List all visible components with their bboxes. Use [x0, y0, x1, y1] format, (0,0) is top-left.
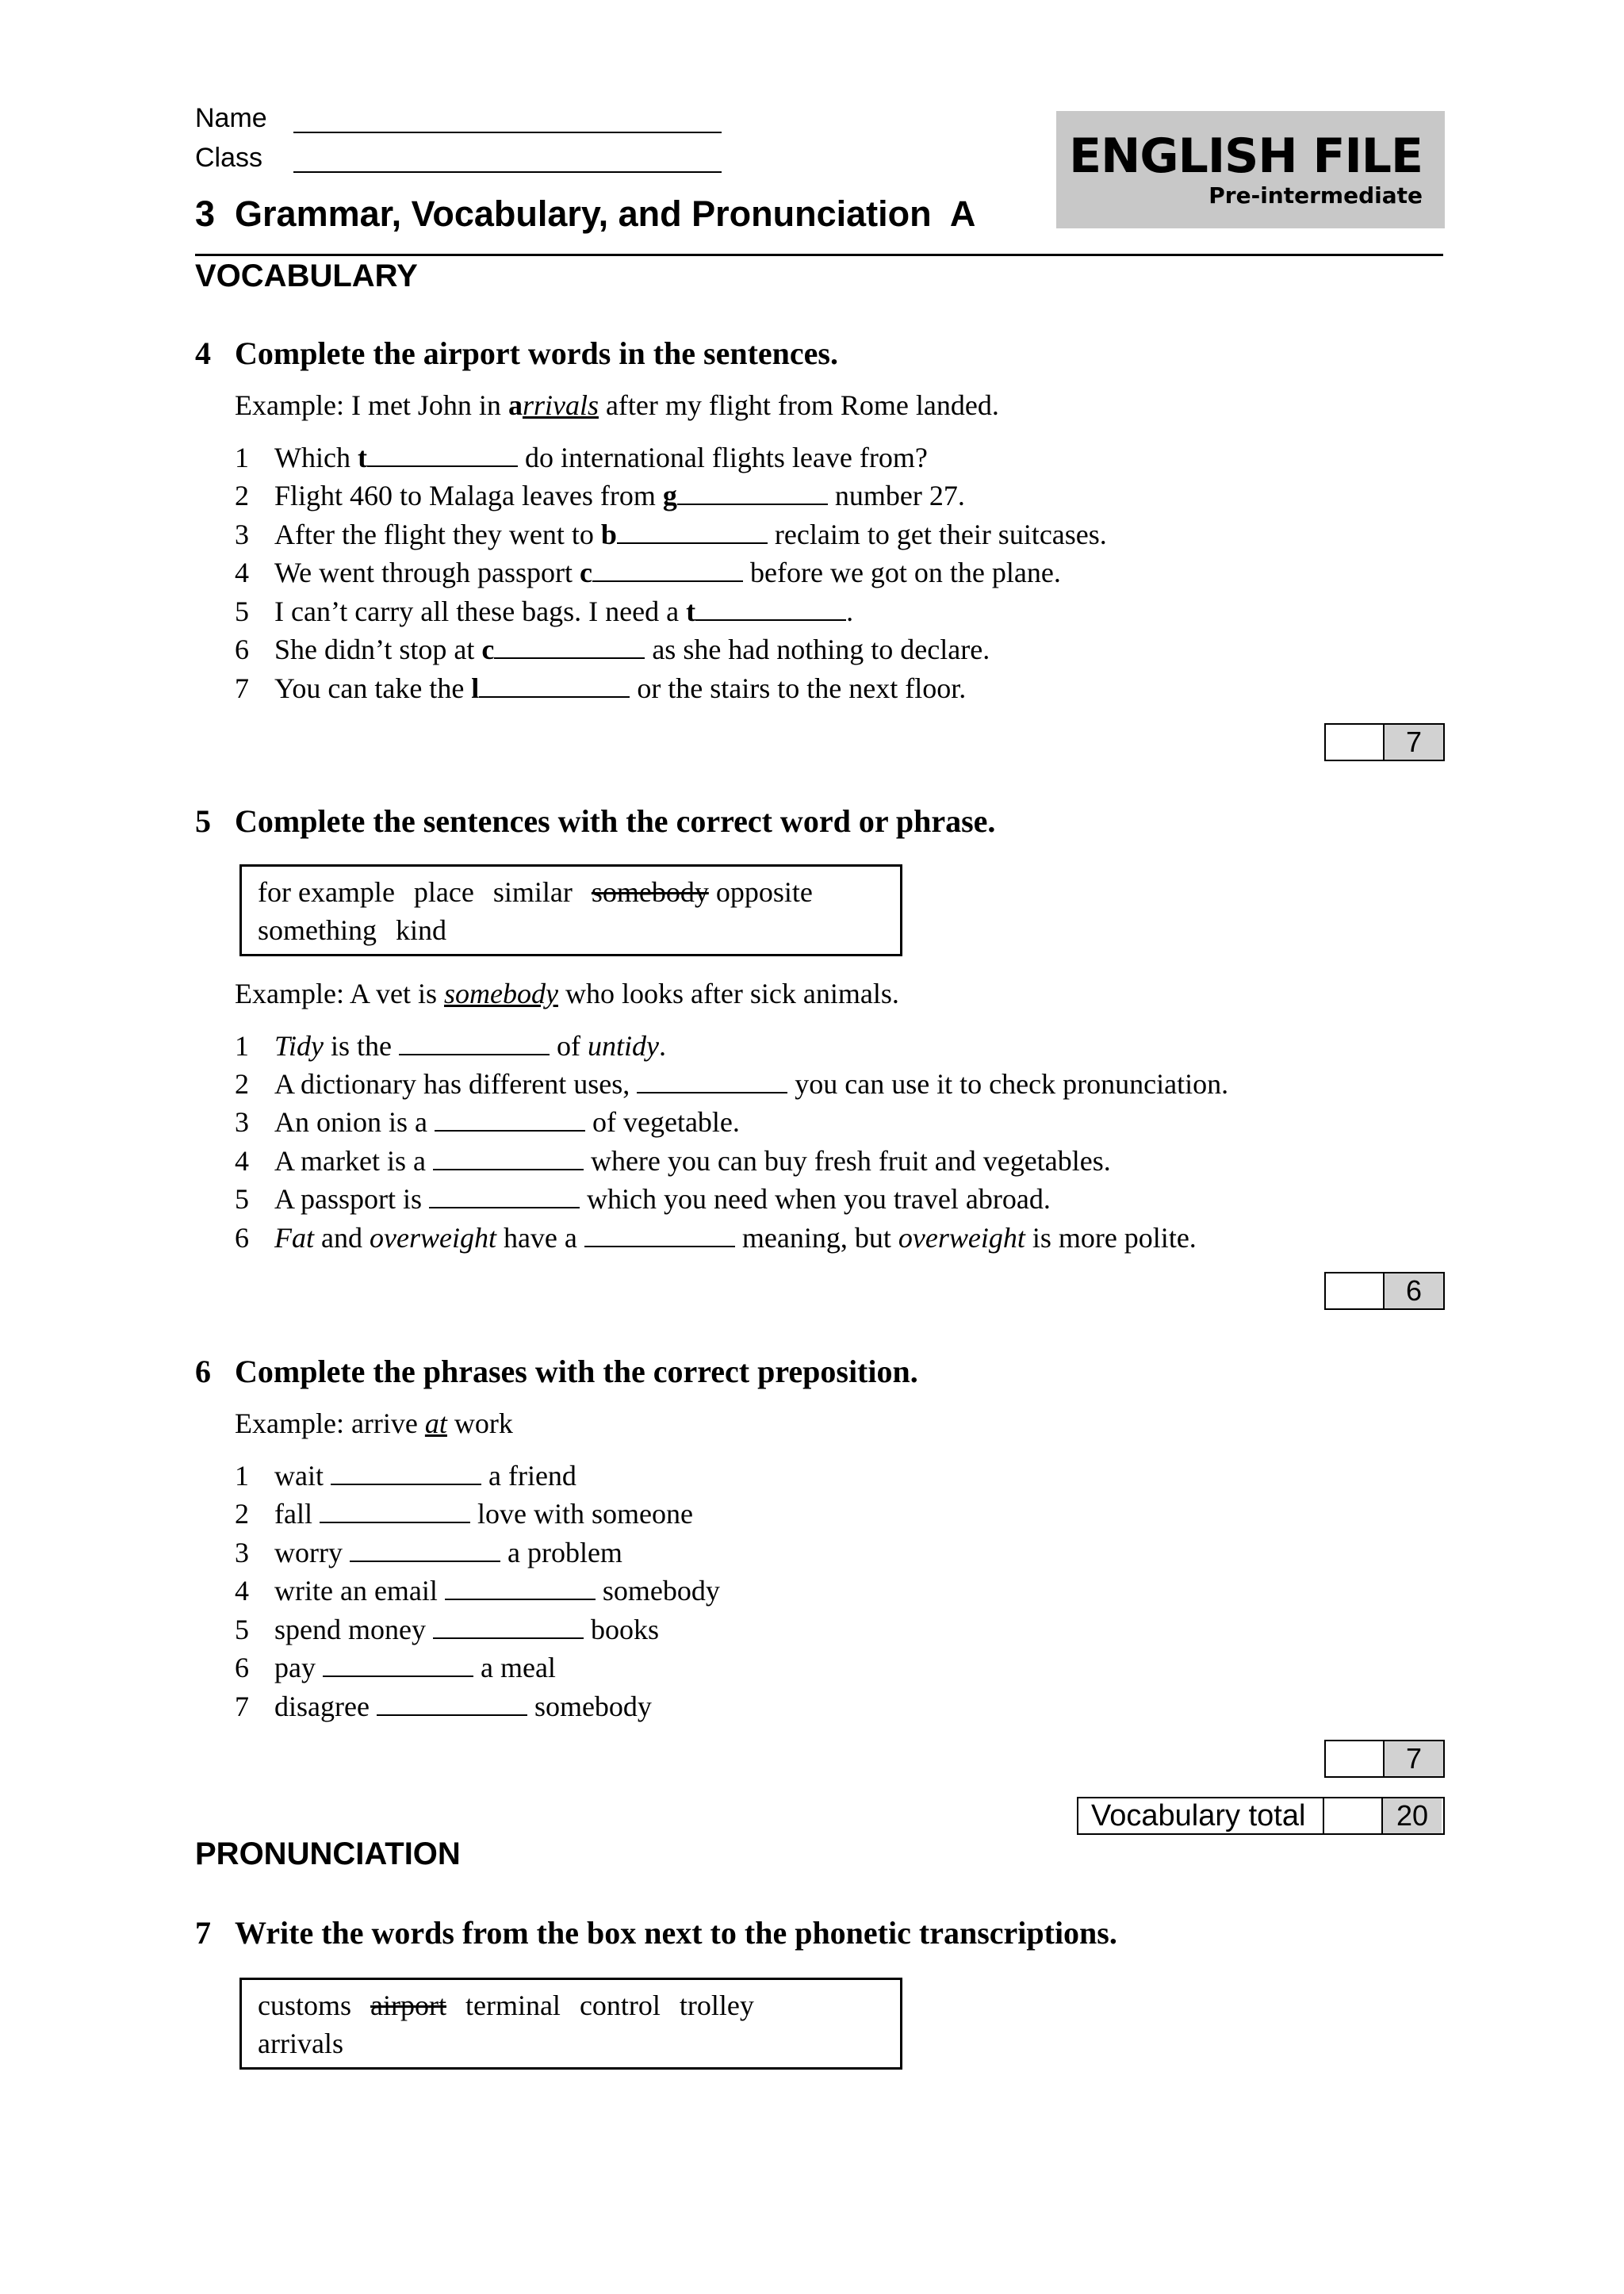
q4-example — [235, 389, 999, 422]
item-number: 7 — [235, 672, 249, 704]
item-text: You can take the — [274, 672, 472, 704]
q5-item-5 — [235, 1182, 1051, 1216]
answer-blank[interactable] — [617, 542, 768, 544]
box-word: something — [258, 914, 377, 946]
q4-instruction: Complete the airport words in the sentences. — [235, 335, 838, 371]
q5-example-answer: somebody — [443, 978, 558, 1009]
item-text: somebody — [527, 1691, 652, 1722]
item-text: is the — [324, 1030, 400, 1062]
answer-blank[interactable] — [445, 1599, 596, 1600]
q7-number: 7 — [195, 1915, 211, 1951]
item-text: Flight 460 to Malaga leaves from — [274, 480, 663, 511]
item-letter: c — [580, 557, 593, 588]
q4-example-answer: rrivals — [522, 389, 599, 421]
vocabulary-total-box — [1077, 1797, 1445, 1835]
answer-blank[interactable] — [399, 1054, 550, 1055]
q4-item-7 — [235, 672, 966, 705]
item-number: 7 — [235, 1691, 249, 1722]
q5-item-2 — [235, 1067, 1228, 1101]
box-word: for example — [258, 876, 395, 908]
item-text: of vegetable. — [585, 1106, 740, 1138]
score-input[interactable] — [1326, 725, 1385, 760]
item-text: and — [314, 1222, 370, 1254]
item-text: a friend — [481, 1460, 576, 1492]
box-word: similar — [492, 876, 573, 908]
vocabulary-total-label: Vocabulary total — [1078, 1798, 1324, 1833]
item-text: a meal — [473, 1652, 556, 1683]
q4-score-box — [1324, 723, 1445, 761]
q4-item-6 — [235, 633, 990, 666]
item-text: spend money — [274, 1614, 433, 1645]
q5-example-prefix: Example: A vet is — [235, 978, 444, 1009]
item-text: pay — [274, 1652, 323, 1683]
item-text: somebody — [595, 1575, 720, 1607]
score-input[interactable] — [1326, 1273, 1385, 1308]
total-score-input[interactable] — [1324, 1798, 1383, 1833]
item-text: I can’t carry all these bags. I need a — [274, 596, 687, 627]
item-text: fall — [274, 1498, 320, 1530]
q5-example — [235, 977, 899, 1010]
box-word-struck: somebody — [591, 876, 709, 908]
item-number: 4 — [235, 1575, 249, 1607]
answer-blank[interactable] — [637, 1092, 787, 1093]
class-label: Class — [195, 143, 263, 173]
score-input[interactable] — [1326, 1741, 1385, 1776]
item-letter: t — [357, 442, 367, 473]
item-number: 5 — [235, 1183, 249, 1215]
q5-instruction: Complete the sentences with the correct word or phrase. — [235, 803, 996, 839]
item-italic: untidy — [588, 1030, 659, 1062]
q5-item-6 — [235, 1221, 1197, 1254]
item-text: meaning, but — [734, 1222, 898, 1254]
q6-item-2 — [235, 1497, 693, 1530]
item-number: 1 — [235, 1460, 249, 1492]
item-text: do international flights leave from? — [517, 442, 928, 473]
answer-blank[interactable] — [479, 696, 630, 698]
item-text: books — [583, 1614, 659, 1645]
item-text: We went through passport — [274, 557, 580, 588]
q4-item-3 — [235, 518, 1107, 551]
score-max: 7 — [1385, 1741, 1443, 1776]
q6-item-7 — [235, 1690, 652, 1723]
answer-blank[interactable] — [433, 1637, 584, 1639]
answer-blank[interactable] — [350, 1561, 500, 1562]
q4-item-1 — [235, 441, 928, 474]
name-field[interactable] — [293, 132, 722, 133]
score-max: 6 — [1385, 1273, 1443, 1308]
item-number: 4 — [235, 1145, 249, 1177]
box-word: customs — [258, 1990, 352, 2021]
item-text: . — [846, 596, 854, 627]
box-word: opposite — [715, 876, 813, 908]
q5-item-3 — [235, 1105, 740, 1139]
item-letter: g — [662, 480, 677, 511]
item-text: number 27. — [827, 480, 965, 511]
item-letter: l — [471, 672, 480, 704]
answer-blank[interactable] — [323, 1676, 473, 1677]
logo-title: ENGLISH FILE — [1069, 128, 1423, 184]
vocabulary-total-max: 20 — [1383, 1798, 1442, 1833]
score-max: 7 — [1385, 725, 1443, 760]
q5-item-4 — [235, 1144, 1111, 1178]
item-letter: b — [600, 519, 617, 550]
q6-number: 6 — [195, 1354, 211, 1389]
name-label: Name — [195, 103, 267, 133]
item-text: where you can buy fresh fruit and vegetables. — [583, 1145, 1111, 1177]
q6-example-suffix: work — [446, 1407, 513, 1439]
page-title: 3 Grammar, Vocabulary, and Pronunciation A — [195, 193, 976, 234]
class-field[interactable] — [293, 171, 722, 173]
q6-example-prefix: Example: arrive — [235, 1407, 425, 1439]
item-text: A dictionary has different uses, — [274, 1068, 638, 1100]
item-italic: Fat — [274, 1222, 314, 1254]
item-text: . — [659, 1030, 666, 1062]
q6-instruction: Complete the phrases with the correct preposition. — [235, 1354, 918, 1389]
item-number: 2 — [235, 1068, 249, 1100]
item-text: After the flight they went to — [274, 519, 601, 550]
item-number: 3 — [235, 519, 249, 550]
q6-score-box — [1324, 1740, 1445, 1778]
q6-item-6 — [235, 1651, 556, 1684]
item-text: wait — [274, 1460, 331, 1492]
item-text: of — [550, 1030, 588, 1062]
answer-blank[interactable] — [435, 1130, 585, 1132]
item-text: A passport is — [274, 1183, 430, 1215]
item-letter: c — [481, 634, 495, 665]
item-text: worry — [274, 1537, 350, 1568]
item-text: is more polite. — [1025, 1222, 1197, 1254]
item-number: 2 — [235, 1498, 249, 1530]
item-text: An onion is a — [274, 1106, 435, 1138]
q6-item-1 — [235, 1459, 576, 1492]
q6-example — [235, 1407, 513, 1440]
english-file-logo — [1056, 111, 1445, 228]
answer-blank[interactable] — [429, 1207, 580, 1208]
pronunciation-heading: PRONUNCIATION — [195, 1836, 461, 1871]
q5-item-1 — [235, 1029, 666, 1063]
item-text: reclaim to get their suitcases. — [767, 519, 1107, 550]
item-text: you can use it to check pronunciation. — [787, 1068, 1229, 1100]
q4-item-4 — [235, 556, 1061, 589]
item-letter: t — [686, 596, 696, 627]
item-text: or the stairs to the next floor. — [630, 672, 967, 704]
item-number: 6 — [235, 1222, 249, 1254]
q7-word-box — [239, 1978, 902, 2070]
q4-item-5 — [235, 595, 853, 628]
item-text: write an email — [274, 1575, 445, 1607]
item-number: 6 — [235, 634, 249, 665]
box-word: kind — [396, 914, 447, 946]
item-text: disagree — [274, 1691, 377, 1722]
item-number: 5 — [235, 596, 249, 627]
item-number: 1 — [235, 442, 249, 473]
q4-item-2 — [235, 479, 965, 512]
header-rule — [195, 254, 1443, 256]
item-number: 3 — [235, 1106, 249, 1138]
q4-example-prefix: Example: I met John in — [235, 389, 508, 421]
answer-blank[interactable] — [677, 504, 828, 505]
box-word: terminal — [465, 1990, 561, 2021]
item-text: a problem — [500, 1537, 622, 1568]
item-italic: overweight — [898, 1222, 1025, 1254]
vocabulary-heading: VOCABULARY — [195, 259, 418, 293]
box-word: place — [413, 876, 474, 908]
item-number: 3 — [235, 1537, 249, 1568]
q6-item-3 — [235, 1536, 622, 1569]
answer-blank[interactable] — [592, 580, 743, 582]
item-number: 5 — [235, 1614, 249, 1645]
item-number: 6 — [235, 1652, 249, 1683]
q5-example-suffix: who looks after sick animals. — [557, 978, 899, 1009]
item-text: have a — [496, 1222, 584, 1254]
answer-blank[interactable] — [331, 1484, 481, 1485]
answer-blank[interactable] — [433, 1169, 584, 1170]
item-text: Which — [274, 442, 358, 473]
q4-example-suffix: after my flight from Rome landed. — [598, 389, 999, 421]
q7-instruction: Write the words from the box next to the phonetic transcriptions. — [235, 1915, 1117, 1951]
answer-blank[interactable] — [695, 619, 846, 621]
item-text: A market is a — [274, 1145, 433, 1177]
item-text: as she had nothing to declare. — [645, 634, 990, 665]
q4-example-letter: a — [508, 389, 523, 421]
q5-word-box — [239, 864, 902, 956]
item-number: 2 — [235, 480, 249, 511]
box-word-struck: airport — [370, 1990, 446, 2021]
q6-example-answer: at — [424, 1407, 447, 1439]
answer-blank[interactable] — [584, 1246, 735, 1247]
box-word: arrivals — [258, 2028, 343, 2059]
answer-blank[interactable] — [494, 657, 645, 659]
box-word: control — [579, 1990, 661, 2021]
q5-score-box — [1324, 1272, 1445, 1310]
q5-number: 5 — [195, 803, 211, 839]
item-italic: Tidy — [274, 1030, 324, 1062]
q6-item-4 — [235, 1574, 720, 1607]
q4-number: 4 — [195, 335, 211, 371]
item-number: 4 — [235, 557, 249, 588]
answer-blank[interactable] — [377, 1714, 527, 1716]
q6-item-5 — [235, 1613, 659, 1646]
item-number: 1 — [235, 1030, 249, 1062]
item-text: which you need when you travel abroad. — [580, 1183, 1051, 1215]
item-text: before we got on the plane. — [743, 557, 1061, 588]
logo-subtitle: Pre-intermediate — [1208, 182, 1423, 209]
item-text: love with someone — [469, 1498, 693, 1530]
item-italic: overweight — [369, 1222, 496, 1254]
answer-blank[interactable] — [367, 465, 518, 467]
answer-blank[interactable] — [320, 1522, 470, 1523]
item-text: She didn’t stop at — [274, 634, 482, 665]
box-word: trolley — [679, 1990, 754, 2021]
